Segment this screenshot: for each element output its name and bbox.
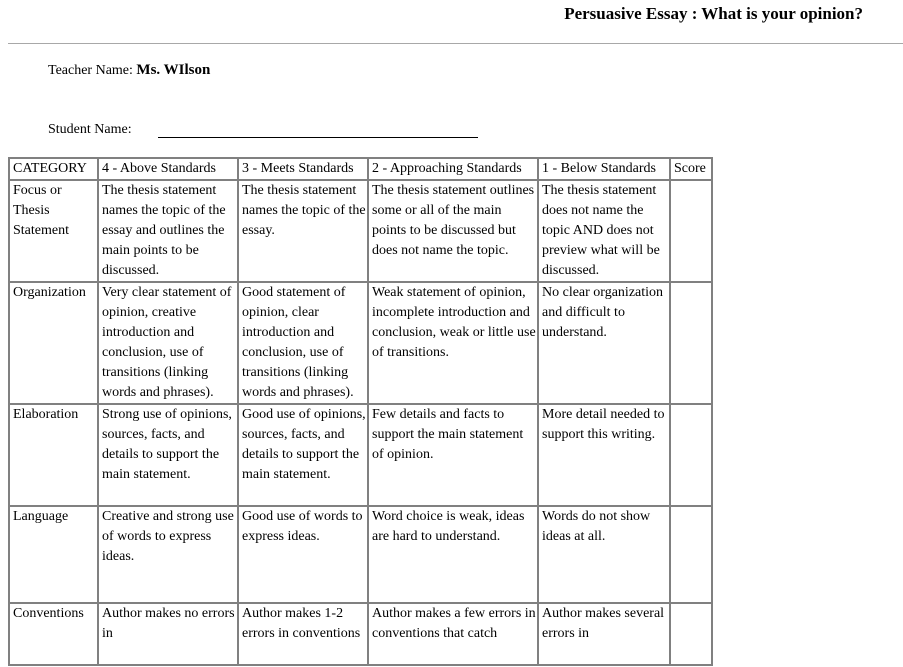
rubric-table [8,157,713,666]
header-level-3: 3 - Meets Standards [238,158,368,180]
cell-level-2: Author makes a few errors in conventions that catch [368,603,538,665]
cell-level-1: The thesis statement does not name the topic AND does not preview what will be discussed. [538,180,670,282]
cell-level-2: Word choice is weak, ideas are hard to understand. [368,506,538,603]
row-category: Focus or Thesis Statement [9,180,98,282]
row-category: Organization [9,282,98,404]
cell-score [670,282,712,404]
row-category: Conventions [9,603,98,665]
cell-level-4: Very clear statement of opinion, creative introduction and conclusion, use of transitions (linking words and phrases). [98,282,238,404]
cell-level-3: Good use of opinions, sources, facts, and details to support the main statement. [238,404,368,506]
cell-level-1: Words do not show ideas at all. [538,506,670,603]
student-name-label: Student Name: [48,122,132,137]
cell-level-4: Creative and strong use of words to express ideas. [98,506,238,603]
row-category: Language [9,506,98,603]
student-name-blank [158,137,478,138]
cell-level-2: Weak statement of opinion, incomplete introduction and conclusion, weak or little use of transitions. [368,282,538,404]
rubric-row-language [9,506,712,603]
cell-level-1: More detail needed to support this writing. [538,404,670,506]
rubric-row-focus [9,180,712,282]
row-category: Elaboration [9,404,98,506]
cell-score [670,603,712,665]
page-title: Persuasive Essay : What is your opinion? [564,4,863,23]
header-level-2: 2 - Approaching Standards [368,158,538,180]
cell-level-2: The thesis statement outlines some or all of the main points to be discussed but does not name the topic. [368,180,538,282]
rubric-row-organization [9,282,712,404]
header-category: CATEGORY [9,158,98,180]
cell-score [670,404,712,506]
header-score: Score [670,158,712,180]
rubric-row-elaboration [9,404,712,506]
header-divider [8,43,903,44]
header-level-1: 1 - Below Standards [538,158,670,180]
cell-score [670,506,712,603]
cell-level-1: Author makes several errors in [538,603,670,665]
cell-level-3: Good use of words to express ideas. [238,506,368,603]
cell-level-2: Few details and facts to support the main statement of opinion. [368,404,538,506]
cell-level-3: The thesis statement names the topic of the essay. [238,180,368,282]
teacher-label: Teacher Name: [48,63,133,78]
cell-level-4: The thesis statement names the topic of the essay and outlines the main points to be discussed. [98,180,238,282]
cell-score [670,180,712,282]
header-level-4: 4 - Above Standards [98,158,238,180]
cell-level-4: Author makes no errors in [98,603,238,665]
teacher-name: Ms. WIlson [136,62,211,78]
cell-level-3: Author makes 1-2 errors in conventions [238,603,368,665]
cell-level-1: No clear organization and difficult to understand. [538,282,670,404]
rubric-header-row [9,158,712,180]
cell-level-3: Good statement of opinion, clear introduction and conclusion, use of transitions (linking words and phrases). [238,282,368,404]
rubric-row-conventions [9,603,712,665]
teacher-name-line [48,62,210,79]
cell-level-4: Strong use of opinions, sources, facts, and details to support the main statement. [98,404,238,506]
